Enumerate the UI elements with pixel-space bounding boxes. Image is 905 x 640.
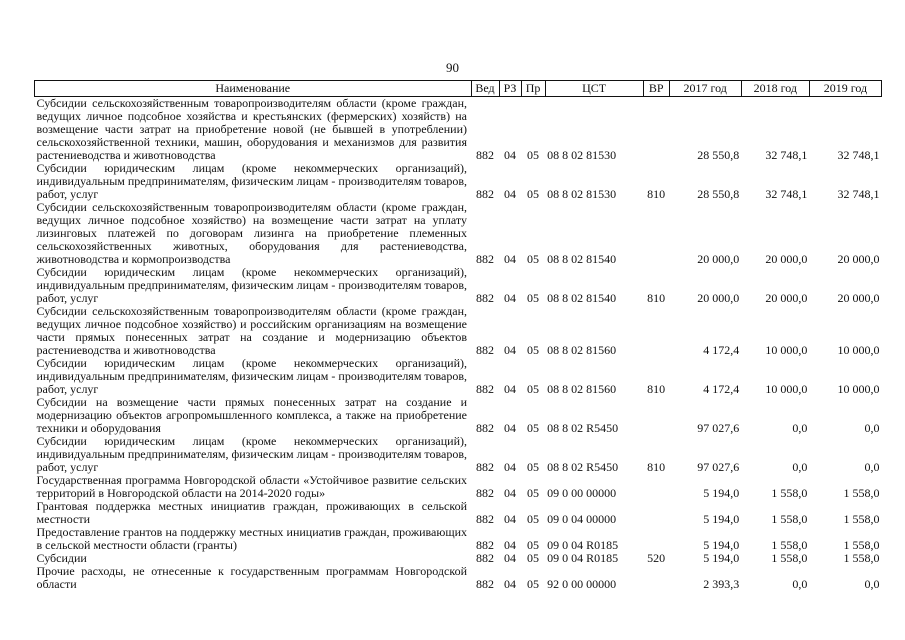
- row-2018: 32 748,1: [765, 187, 808, 201]
- row-cst: 09 0 04 00000: [547, 512, 617, 526]
- row-vr: [643, 305, 669, 357]
- row-pr: 05: [527, 252, 540, 266]
- row-vr: 810: [647, 291, 666, 305]
- header-2019: 2019 год: [809, 81, 881, 97]
- row-name: Субсидии юридическим лицам (кроме некоммерческих организаций), индивидуальным предпринимателям, физическим лицам - производителям товаров, работ, услуг: [36, 161, 468, 201]
- row-name: Субсидии юридическим лицам (кроме некоммерческих организаций), индивидуальным предпринимателям, физическим лицам - производителям товаров, работ, услуг: [36, 434, 468, 474]
- row-pr: 05: [527, 551, 540, 565]
- row-ved: 882: [476, 460, 495, 474]
- row-name: Субсидии сельскохозяйственным товаропроизводителям области (кроме граждан, ведущих личное подсобное хозяйство) на возмещение части затрат на уплату лизинговых платежей по договорам лизинга на приобретение племенных сельскохозяйственных животных, оборудования для растениеводства, животноводства и кормопроизводства: [36, 200, 467, 266]
- header-2018: 2018 год: [741, 81, 809, 97]
- row-2017: 4 172,4: [703, 382, 740, 396]
- row-2018: 10 000,0: [765, 382, 808, 396]
- row-name: Прочие расходы, не отнесенные к государственным программам Новгородской области: [36, 564, 467, 591]
- row-2019: 0,0: [864, 577, 880, 591]
- row-rz: 04: [504, 512, 517, 526]
- row-ved: 882: [476, 148, 495, 162]
- page-number: 90: [446, 60, 459, 75]
- row-name: Субсидии: [36, 551, 87, 565]
- row-ved: 882: [476, 187, 495, 201]
- row-pr: 05: [527, 343, 540, 357]
- row-2019: 20 000,0: [837, 252, 880, 266]
- header-pr: Пр: [521, 81, 545, 97]
- row-2018: 1 558,0: [771, 551, 808, 565]
- row-2018: 0,0: [792, 577, 808, 591]
- row-2019: 10 000,0: [837, 382, 880, 396]
- row-2017: 20 000,0: [697, 252, 740, 266]
- row-vr: [643, 396, 669, 435]
- row-pr: 05: [527, 486, 540, 500]
- row-2017: 2 393,3: [703, 577, 740, 591]
- row-name: Предоставление грантов на поддержку местных инициатив граждан, проживающих в сельской местности области (гранты): [36, 525, 467, 552]
- row-pr: 05: [527, 187, 540, 201]
- row-ved: 882: [476, 421, 495, 435]
- row-name: Субсидии юридическим лицам (кроме некоммерческих организаций), индивидуальным предпринимателям, физическим лицам - производителям товаров, работ, услуг: [36, 265, 468, 305]
- row-2017: 28 550,8: [697, 148, 740, 162]
- row-rz: 04: [504, 252, 517, 266]
- row-rz: 04: [504, 291, 517, 305]
- table-row: [35, 266, 882, 305]
- header-cst: ЦСТ: [545, 81, 643, 97]
- table-row: [35, 97, 882, 163]
- row-rz: 04: [504, 486, 517, 500]
- row-cst: 09 0 04 R0185: [547, 538, 619, 552]
- row-cst: 08 8 02 R5450: [547, 421, 619, 435]
- row-2018: 20 000,0: [765, 252, 808, 266]
- row-2018: 1 558,0: [771, 538, 808, 552]
- header-ved: Вед: [471, 81, 499, 97]
- row-rz: 04: [504, 148, 517, 162]
- table-row: [35, 396, 882, 435]
- row-2019: 32 748,1: [837, 187, 880, 201]
- row-ved: 882: [476, 486, 495, 500]
- table-row: [35, 435, 882, 474]
- row-vr: [643, 500, 669, 526]
- row-ved: 882: [476, 577, 495, 591]
- row-cst: 09 0 04 R0185: [547, 551, 619, 565]
- row-2018: 20 000,0: [765, 291, 808, 305]
- header-vr: ВР: [643, 81, 669, 97]
- row-vr: [643, 474, 669, 500]
- row-2019: 1 558,0: [843, 512, 880, 526]
- row-name: Субсидии юридическим лицам (кроме некоммерческих организаций), индивидуальным предпринимателям, физическим лицам - производителям товаров, работ, услуг: [36, 356, 468, 396]
- row-vr: [643, 201, 669, 266]
- table-row: [35, 565, 882, 591]
- row-2019: 20 000,0: [837, 291, 880, 305]
- row-2017: 20 000,0: [697, 291, 740, 305]
- row-2017: 28 550,8: [697, 187, 740, 201]
- row-2019: 0,0: [864, 460, 880, 474]
- row-2017: 5 194,0: [703, 512, 740, 526]
- row-rz: 04: [504, 382, 517, 396]
- row-ved: 882: [476, 512, 495, 526]
- table-row: [35, 305, 882, 357]
- row-cst: 08 8 02 81540: [547, 291, 617, 305]
- row-name: Субсидии сельскохозяйственным товаропроизводителям области (кроме граждан, ведущих личное подсобное хозяйство) и российским организациям на возмещение части прямых понесенных затрат на создание и модернизацию объектов растениеводства и животноводства: [36, 304, 467, 357]
- row-vr: [643, 565, 669, 591]
- row-ved: 882: [476, 291, 495, 305]
- row-cst: 08 8 02 81530: [547, 148, 617, 162]
- header-name: Наименование: [35, 81, 472, 97]
- row-name: Субсидии сельскохозяйственным товаропроизводителям области (кроме граждан, ведущих личное подсобное хозяйства и крестьянских (фермерских) хозяйств) на возмещение части затрат на приобретение новой (не бывшей в употреблении) сельскохозяйственной техники, машин, оборудования и механизмов для развития растениеводства и животноводства: [36, 96, 467, 162]
- row-pr: 05: [527, 577, 540, 591]
- row-2017: 97 027,6: [697, 460, 740, 474]
- row-cst: 09 0 00 00000: [547, 486, 617, 500]
- row-rz: 04: [504, 551, 517, 565]
- table-header-row: [35, 81, 882, 97]
- row-rz: 04: [504, 538, 517, 552]
- row-2019: 1 558,0: [843, 551, 880, 565]
- row-pr: 05: [527, 421, 540, 435]
- row-pr: 05: [527, 148, 540, 162]
- row-vr: [643, 97, 669, 163]
- row-2017: 5 194,0: [703, 551, 740, 565]
- row-ved: 882: [476, 252, 495, 266]
- row-2018: 1 558,0: [771, 512, 808, 526]
- row-pr: 05: [527, 382, 540, 396]
- row-2019: 1 558,0: [843, 538, 880, 552]
- row-name: Субсидии на возмещение части прямых понесенных затрат на создание и модернизацию объектов агропромышленного комплекса, а также на приобретение техники и оборудования: [36, 395, 467, 435]
- row-2018: 0,0: [792, 421, 808, 435]
- table-row: [35, 474, 882, 500]
- row-2019: 1 558,0: [843, 486, 880, 500]
- row-vr: [643, 526, 669, 552]
- row-rz: 04: [504, 577, 517, 591]
- row-pr: 05: [527, 291, 540, 305]
- table-row: [35, 500, 882, 526]
- table-row: [35, 162, 882, 201]
- row-2019: 0,0: [864, 421, 880, 435]
- header-rz: РЗ: [499, 81, 521, 97]
- row-cst: 08 8 02 81560: [547, 343, 617, 357]
- row-cst: 08 8 02 R5450: [547, 460, 619, 474]
- row-rz: 04: [504, 343, 517, 357]
- row-cst: 92 0 00 00000: [547, 577, 617, 591]
- row-cst: 08 8 02 81560: [547, 382, 617, 396]
- row-pr: 05: [527, 538, 540, 552]
- row-ved: 882: [476, 538, 495, 552]
- row-vr: 520: [647, 551, 666, 565]
- row-2017: 5 194,0: [703, 538, 740, 552]
- row-cst: 08 8 02 81540: [547, 252, 617, 266]
- table-row: [35, 201, 882, 266]
- row-cst: 08 8 02 81530: [547, 187, 617, 201]
- row-2018: 32 748,1: [765, 148, 808, 162]
- row-2017: 4 172,4: [703, 343, 740, 357]
- row-2018: 0,0: [792, 460, 808, 474]
- row-2018: 1 558,0: [771, 486, 808, 500]
- row-rz: 04: [504, 460, 517, 474]
- row-2019: 10 000,0: [837, 343, 880, 357]
- row-ved: 882: [476, 551, 495, 565]
- row-rz: 04: [504, 187, 517, 201]
- row-ved: 882: [476, 343, 495, 357]
- row-vr: 810: [647, 382, 666, 396]
- row-name: Грантовая поддержка местных инициатив граждан, проживающих в сельской местности: [36, 499, 467, 526]
- row-pr: 05: [527, 512, 540, 526]
- table-row: [35, 526, 882, 552]
- row-rz: 04: [504, 421, 517, 435]
- row-2018: 10 000,0: [765, 343, 808, 357]
- row-2019: 32 748,1: [837, 148, 880, 162]
- row-ved: 882: [476, 382, 495, 396]
- row-2017: 5 194,0: [703, 486, 740, 500]
- row-vr: 810: [647, 460, 666, 474]
- budget-table: [34, 80, 882, 591]
- table-row: [35, 357, 882, 396]
- row-name: Государственная программа Новгородской области «Устойчивое развитие сельских территорий в Новгородской области на 2014-2020 годы»: [36, 473, 467, 500]
- header-2017: 2017 год: [669, 81, 741, 97]
- row-vr: 810: [647, 187, 666, 201]
- row-2017: 97 027,6: [697, 421, 740, 435]
- table-body: [35, 97, 882, 592]
- row-pr: 05: [527, 460, 540, 474]
